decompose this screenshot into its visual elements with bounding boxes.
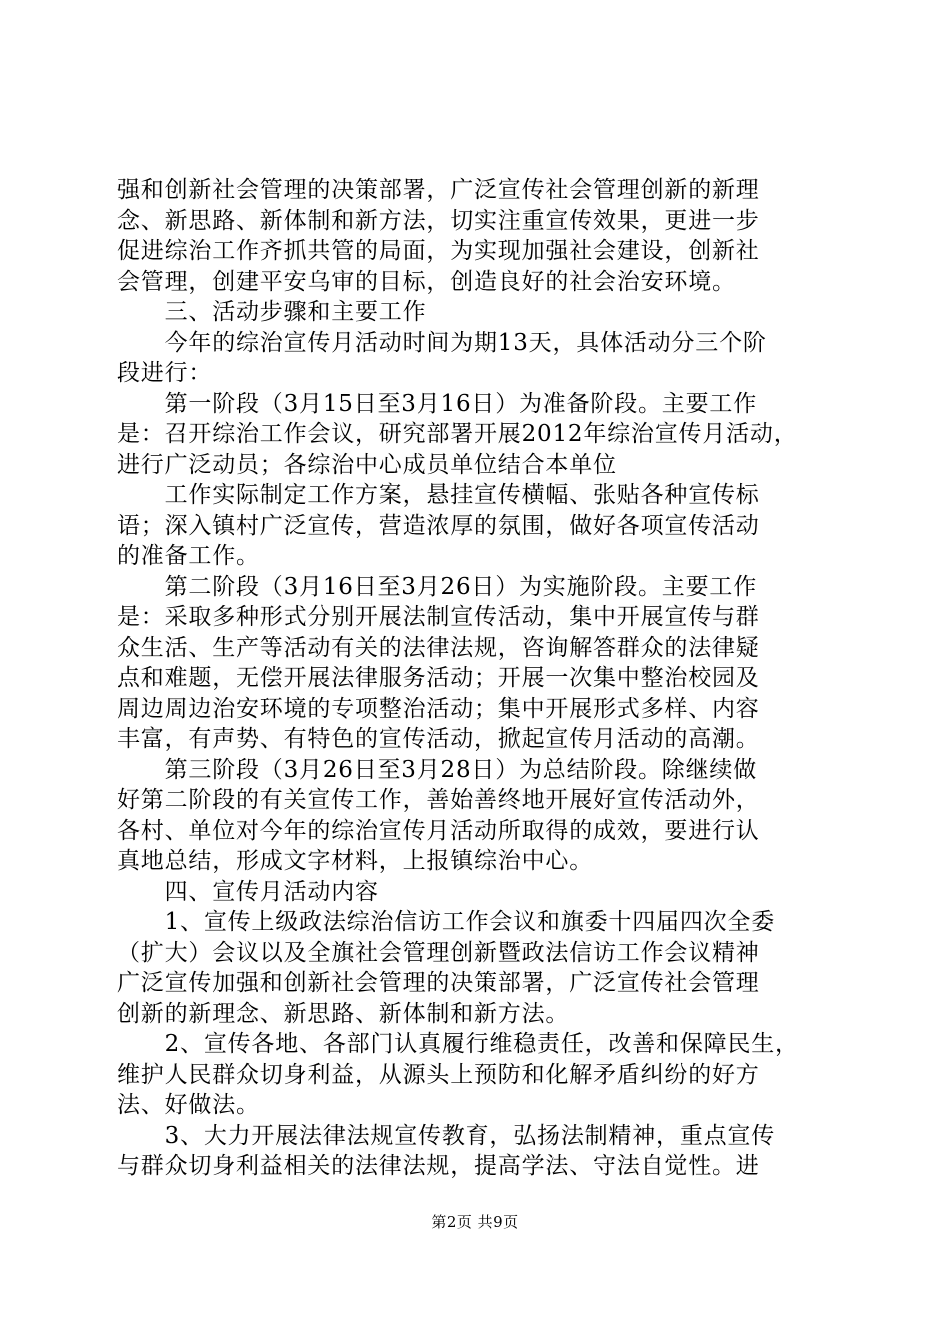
- page-number: 第2页 共9页: [431, 1213, 519, 1231]
- text-line: 与群众切身利益相关的法律法规，提高学法、守法自觉性。进: [117, 1153, 760, 1179]
- text-line: 语；深入镇村广泛宣传，营造浓厚的氛围，做好各项宣传活动: [117, 512, 760, 539]
- text-line: 念、新思路、新体制和新方法，切实注重宣传效果，更进一步: [117, 207, 760, 234]
- text-line: 强和创新社会管理的决策部署，广泛宣传社会管理创新的新理: [117, 177, 760, 203]
- text-line: 真地总结，形成文字材料，上报镇综治中心。: [117, 848, 593, 874]
- text-line: 今年的综治宣传月活动时间为期13天，具体活动分三个阶: [117, 329, 767, 356]
- text-line: 广泛宣传加强和创新社会管理的决策部署，广泛宣传社会管理: [117, 970, 760, 996]
- text-line: （扩大）会议以及全旗社会管理创新暨政法信访工作会议精神: [117, 939, 760, 966]
- text-line: 是：召开综治工作会议，研究部署开展2012年综治宣传月活动，: [117, 421, 798, 447]
- text-line: 各村、单位对今年的综治宣传月活动所取得的成效，要进行认: [117, 817, 760, 844]
- text-line: 法、好做法。: [117, 1092, 260, 1118]
- section-heading: 三、活动步骤和主要工作: [117, 299, 427, 325]
- page-footer: [0, 1212, 950, 1232]
- text-line: 好第二阶段的有关宣传工作，善始善终地开展好宣传活动外，: [117, 787, 760, 813]
- text-line: 第二阶段（3月16日至3月26日）为实施阶段。主要工作: [117, 573, 757, 600]
- text-line: 促进综治工作齐抓共管的局面，为实现加强社会建设，创新社: [117, 238, 760, 264]
- text-line: 维护人民群众切身利益，从源头上预防和化解矛盾纠纷的好方: [117, 1061, 760, 1088]
- text-line: 众生活、生产等活动有关的法律法规，咨询解答群众的法律疑: [117, 634, 760, 661]
- text-line: 会管理，创建平安乌审的目标，创造良好的社会治安环境。: [117, 268, 736, 295]
- text-line: 进行广泛动员；各综治中心成员单位结合本单位: [117, 451, 617, 478]
- text-line: 点和难题，无偿开展法律服务活动；开展一次集中整治校园及: [117, 665, 760, 691]
- text-line: 创新的新理念、新思路、新体制和新方法。: [117, 1000, 570, 1027]
- text-line: 是：采取多种形式分别开展法制宣传活动，集中开展宣传与群: [117, 604, 760, 630]
- text-line: 第三阶段（3月26日至3月28日）为总结阶段。除继续做: [117, 756, 757, 783]
- document-body: [117, 175, 837, 1182]
- section-heading: 四、宣传月活动内容: [117, 878, 379, 905]
- text-line: 第一阶段（3月15日至3月16日）为准备阶段。主要工作: [117, 390, 757, 417]
- text-line: 2、宣传各地、各部门认真履行维稳责任，改善和保障民生，: [117, 1031, 799, 1057]
- text-line: 段进行：: [117, 360, 213, 386]
- text-line: 丰富，有声势、有特色的宣传活动，掀起宣传月活动的高潮。: [117, 726, 760, 752]
- text-line: 的准备工作。: [117, 543, 260, 569]
- text-line: 周边周边治安环境的专项整治活动；集中开展形式多样、内容: [117, 695, 760, 722]
- text-line: 3、大力开展法律法规宣传教育，弘扬法制精神，重点宣传: [117, 1122, 776, 1149]
- text-line: 1、宣传上级政法综治信访工作会议和旗委十四届四次全委: [117, 909, 776, 935]
- text-line: 工作实际制定工作方案，悬挂宣传横幅、张贴各种宣传标: [117, 482, 760, 508]
